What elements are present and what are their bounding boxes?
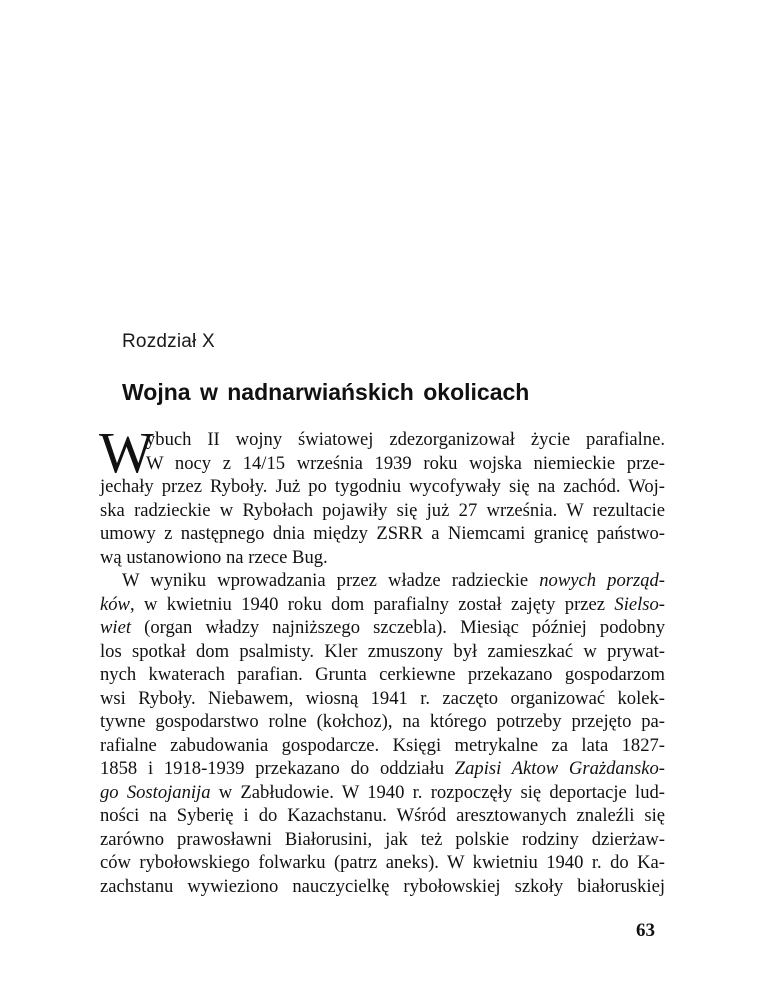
text-line: ności na Syberię i do Kazachstanu. Wśród aresztowanych znaleźli się	[100, 805, 665, 826]
italic-term: ków	[100, 593, 130, 615]
text-line: go Sostojanija w Zabłudowie. W 1940 r. rozpoczęły się deportacje lud-	[100, 781, 665, 803]
text-line: 1858 i 1918-1939 przekazano do oddziału Zapisi Aktow Grażdansko-	[100, 758, 665, 779]
text-line: ków, w kwietniu 1940 roku dom parafialny został zajęty przez Sielso-	[100, 593, 665, 615]
text-line: zarówno prawosławni Białorusini, jak też polskie rodziny dzierżaw-	[100, 828, 665, 850]
italic-term: Sielso-	[614, 593, 665, 615]
text-line: umowy z następnego dnia między ZSRR a Niemcami granicę państwo-	[100, 523, 665, 544]
text-line: rafialne zabudowania gospodarcze. Księgi metrykalne za lata 1827-	[100, 734, 665, 756]
body-text	[99, 420, 665, 898]
italic-term: wiet	[100, 617, 131, 638]
text-line: wą ustanowiono na rzece Bug.	[100, 546, 328, 568]
text-line: tywne gospodarstwo rolne (kołchoz), na którego potrzeby przejęto pa-	[100, 711, 665, 732]
italic-term: Zapisi Aktow Grażdansko-	[454, 758, 665, 779]
text-line: wsi Ryboły. Niebawem, wiosną 1941 r. zaczęto organizować kolek-	[100, 687, 665, 709]
text-line: W wyniku wprowadzania przez władze radzieckie nowych porząd-	[122, 570, 665, 591]
text-line: W nocy z 14/15 września 1939 roku wojska niemieckie prze-	[146, 452, 665, 474]
text-line: zachstanu wywieziono nauczycielkę rybołowskiej szkoły białoruskiej	[100, 875, 665, 897]
drop-cap: W	[99, 420, 154, 485]
text-line: ybuch II wojny światowej zdezorganizował życie parafialne.	[146, 429, 665, 450]
chapter-label: Rozdział X	[122, 331, 215, 352]
text-line: wiet (organ władzy najniższego szczebla). Miesiąc później podobny	[100, 617, 665, 638]
text-line: ska radzieckie w Rybołach pojawiły się już 27 września. W rezultacie	[100, 499, 665, 521]
chapter-title: Wojna w nadnarwiańskich okolicach	[122, 379, 530, 405]
text-line: nych kwaterach parafian. Grunta cerkiewne przekazano gospodarzom	[100, 664, 665, 685]
italic-term: nowych porząd-	[539, 570, 665, 591]
text-line: los spotkał dom psalmisty. Kler zmuszony był zamieszkać w prywat-	[100, 640, 665, 662]
italic-term: go Sostojanija	[100, 781, 211, 803]
text-line: jechały przez Ryboły. Już po tygodniu wycofywały się na zachód. Woj-	[100, 476, 665, 497]
text-line: ców rybołowskiego folwarku (patrz aneks). W kwietniu 1940 r. do Ka-	[100, 852, 665, 873]
page-number: 63	[636, 920, 655, 941]
